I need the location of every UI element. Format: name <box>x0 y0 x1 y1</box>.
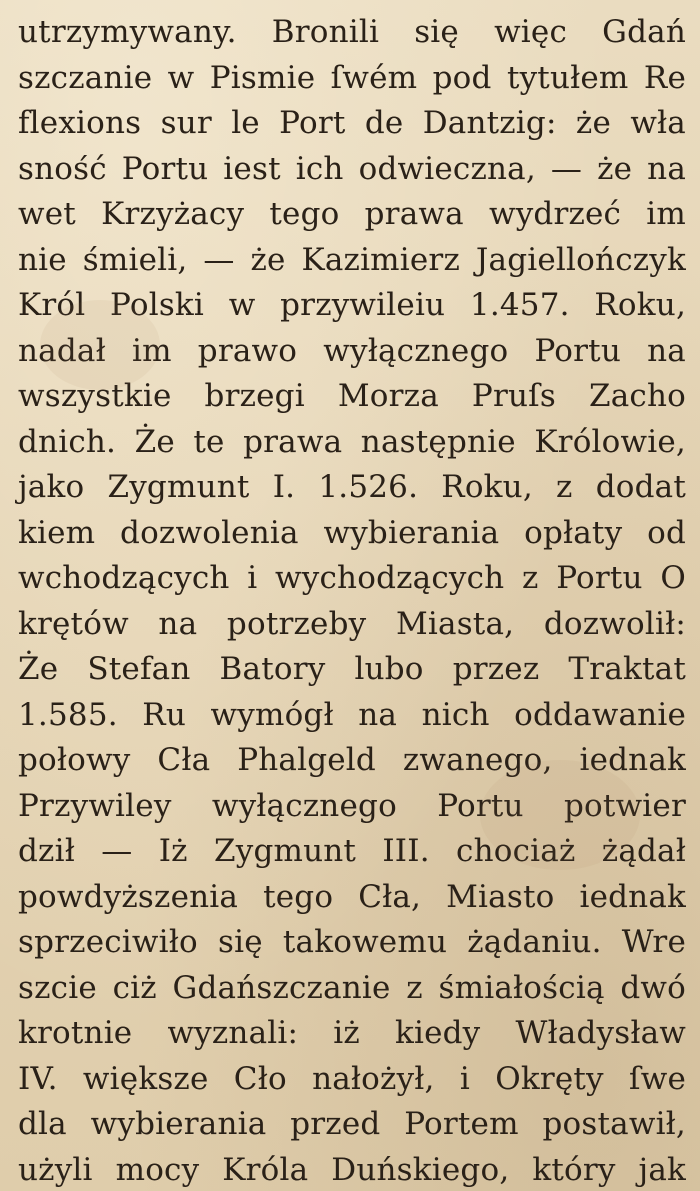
page-text <box>18 10 686 1191</box>
text-line: dził — Iż Zygmunt III. chociaż żądał <box>18 833 686 869</box>
text-line: sprzeciwiło się takowemu żądaniu. Wre <box>18 924 686 960</box>
text-line: kiem dozwolenia wybierania opłaty od <box>18 514 686 551</box>
text-line: dla wybierania przed Portem postawił, <box>18 1106 686 1142</box>
text-line: nadał im prawo wyłącznego Portu na <box>18 332 686 369</box>
text-line: Że Stefan Batory lubo przez Traktat <box>18 651 686 687</box>
text-line: szcie ciż Gdańszczanie z śmiałością dwó <box>18 969 686 1006</box>
text-line: IV. większe Cło nałożył, i Okręty ſwe <box>18 1060 686 1097</box>
text-line: wszystkie brzegi Morza Pruſs Zacho <box>18 378 686 414</box>
text-line: krotnie wyznali: iż kiedy Władysław <box>18 1015 686 1051</box>
text-line: dnich. Że te prawa następnie Królowie, <box>18 423 686 460</box>
text-line: połowy Cła Phalgeld zwanego, iednak <box>18 742 686 778</box>
text-line: powdyższenia tego Cła, Miasto iednak <box>18 878 686 915</box>
text-line: flexions sur le Port de Dantzig: że wła <box>18 105 686 141</box>
text-line: utrzymywany. Bronili się więc Gdań <box>18 14 686 50</box>
text-line: sność Portu iest ich odwieczna, — że na <box>18 150 686 187</box>
text-line: krętów na potrzeby Miasta, dozwolił: <box>18 605 686 642</box>
text-line: użyli mocy Króla Duńskiego, który jak <box>18 1151 686 1188</box>
text-line: wet Krzyżacy tego prawa wydrzeć im <box>18 196 686 232</box>
text-line: jako Zygmunt I. 1.526. Roku, z dodat <box>18 469 686 505</box>
text-line: wchodzących i wychodzących z Portu O <box>18 560 686 596</box>
text-line: nie śmieli, — że Kazimierz Jagiellończyk <box>18 241 686 278</box>
text-line: Przywiley wyłącznego Portu potwier <box>18 787 686 824</box>
text-line: Król Polski w przywileiu 1.457. Roku, <box>18 287 686 323</box>
text-line: 1.585. Ru wymógł na nich oddawanie <box>18 696 686 733</box>
text-line: szczanie w Pismie ſwém pod tytułem Re <box>18 59 686 96</box>
